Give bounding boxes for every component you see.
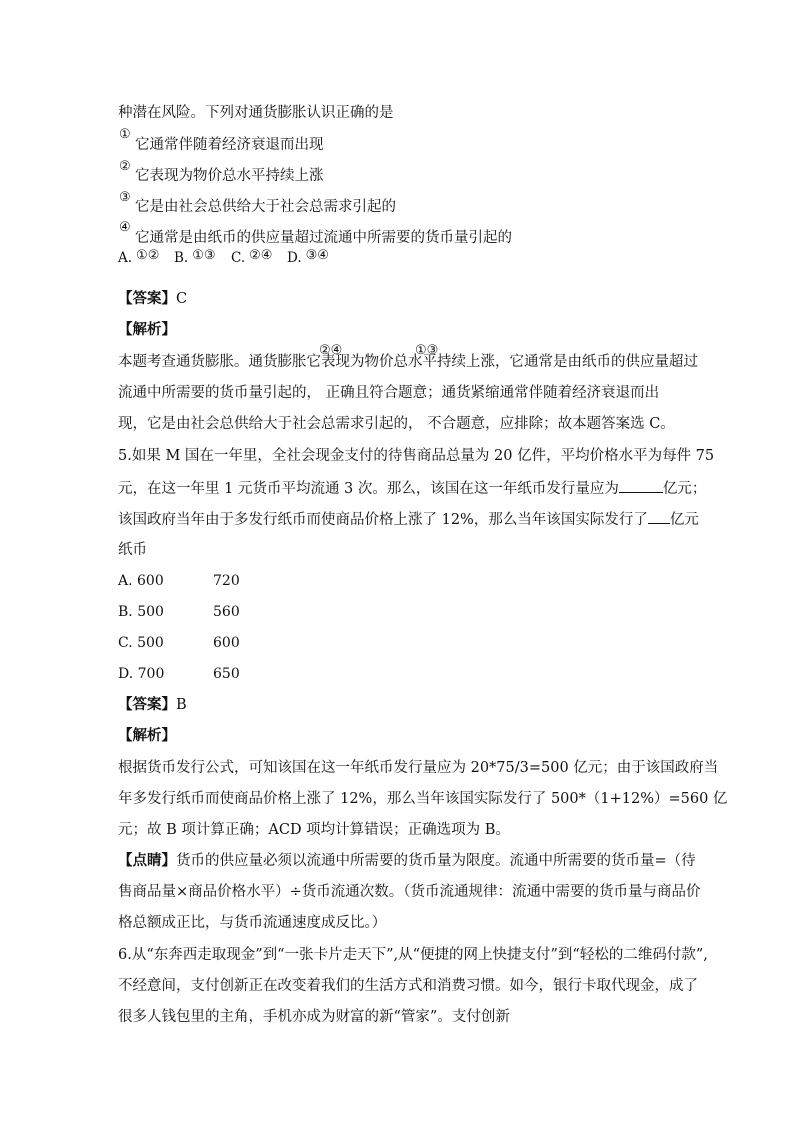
q4-analysis-line-2: 流通中所需要的货币量引起的， 正确且符合题意；通货紧缩通常伴随着经济衰退而出 (118, 385, 660, 401)
q4-analysis-label: 【解析】 (118, 321, 176, 338)
q4-choice-c: C. ②④ (231, 248, 273, 266)
q5-stem-line-2: 元，在这一年里 1 元货币平均流通 3 次。那么，该国在这一年纸币发行量应为 亿元； (118, 478, 706, 498)
q5-option-d-value: 650 (213, 666, 240, 682)
q4-item-3-text: 它是由社会总供给大于社会总需求引起的 (135, 199, 396, 215)
q4-item-4-text: 它通常是由纸币的供应量超过流通中所需要的货币量引起的 (135, 230, 512, 246)
q5-stem-line-1: 5.如果 M 国在一年里，全社会现金支付的待售商品总量为 20 亿件，平均价格水平为每件 75 (118, 448, 715, 464)
q4-analysis-mark-2: ①③ (415, 343, 439, 358)
q5-option-a-value: 720 (213, 573, 240, 589)
q4-choice-b: B. ①③ (174, 248, 216, 266)
q5-stem-line-3: 该国政府当年由于多发行纸币而使商品价格上涨了 12%，那么当年该国实际发行了 亿元 (118, 509, 699, 529)
q4-item-3-number: ③ (119, 190, 131, 205)
q5-blank-1 (619, 478, 663, 493)
q5-option-c: C. 500 (118, 635, 164, 651)
q4-stem-tail: 种潜在风险。下列对通货膨胀认识正确的是 (118, 105, 394, 121)
q4-item-2-text: 它表现为物价总水平持续上涨 (135, 168, 324, 184)
q5-tip-line-1: 【点睛】货币的供应量必须以流通中所需要的货币量为限度。流通中所需要的货币量=（待 (118, 852, 696, 869)
q6-stem-line-1: 6.从“东奔西走取现金”到“一张卡片走天下”,从“便捷的网上快捷支付”到“轻松的二维码付款”, (118, 947, 708, 963)
q4-analysis-mark-1: ②④ (319, 343, 343, 358)
q4-choice-d: D. ③④ (287, 248, 329, 266)
q5-stem-line-4: 纸币 (118, 542, 147, 558)
q5-option-a: A. 600 (118, 573, 164, 589)
q5-option-d: D. 700 (118, 666, 165, 682)
q5-analysis-line-1: 根据货币发行公式，可知该国在这一年纸币发行量应为 20*75/3=500 亿元；由于该国政府当 (118, 760, 719, 776)
q4-choice-b-nums: ①③ (192, 248, 216, 263)
q5-analysis-line-2: 年多发行纸币而使商品价格上涨了 12%，那么当年该国实际发行了 500*（1+12%）=560 亿 (118, 791, 728, 807)
q5-tip-line-2: 售商品量×商品价格水平）÷货币流通次数。（货币流通规律：流通中需要的货币量与商品价 (118, 884, 701, 900)
q4-item-4-number: ④ (119, 220, 131, 235)
q5-option-c-value: 600 (213, 635, 240, 651)
q5-option-b: B. 500 (118, 604, 164, 620)
q5-tip-label: 【点睛】 (118, 852, 176, 869)
q5-analysis-label: 【解析】 (118, 727, 176, 744)
q4-item-2-number: ② (119, 159, 131, 174)
q6-stem-line-3: 很多人钱包里的主角，手机亦成为财富的新“管家”。支付创新 (118, 1009, 510, 1025)
q4-analysis-line-1: 本题考查通货膨胀。通货膨胀它表现为物价总水平持续上涨，它通常是由纸币的供应量超过 (118, 354, 698, 370)
q5-analysis-line-3: 元；故 B 项计算正确；ACD 项均计算错误；正确选项为 B。 (118, 822, 510, 838)
q4-choice-a: A. ①② (118, 248, 160, 266)
q4-choice-a-nums: ①② (136, 248, 160, 263)
q4-item-1-number: ① (119, 127, 131, 142)
q4-item-1-text: 它通常伴随着经济衰退而出现 (135, 137, 324, 153)
q5-answer: 【答案】B (118, 696, 187, 713)
q4-answer: 【答案】C (118, 290, 188, 307)
q5-blank-2 (648, 509, 670, 524)
q5-option-b-value: 560 (213, 604, 240, 620)
q4-analysis-line-3: 现，它是由社会总供给大于社会总需求引起的， 不合题意，应排除；故本题答案选 C。 (118, 416, 675, 432)
q4-choice-c-nums: ②④ (249, 248, 273, 263)
q5-tip-line-3: 格总额成正比，与货币流通速度成反比。） (118, 915, 387, 931)
q4-choice-d-nums: ③④ (305, 248, 329, 263)
q6-stem-line-2: 不经意间，支付创新正在改变着我们的生活方式和消费习惯。如今，银行卡取代现金，成了 (118, 978, 698, 994)
